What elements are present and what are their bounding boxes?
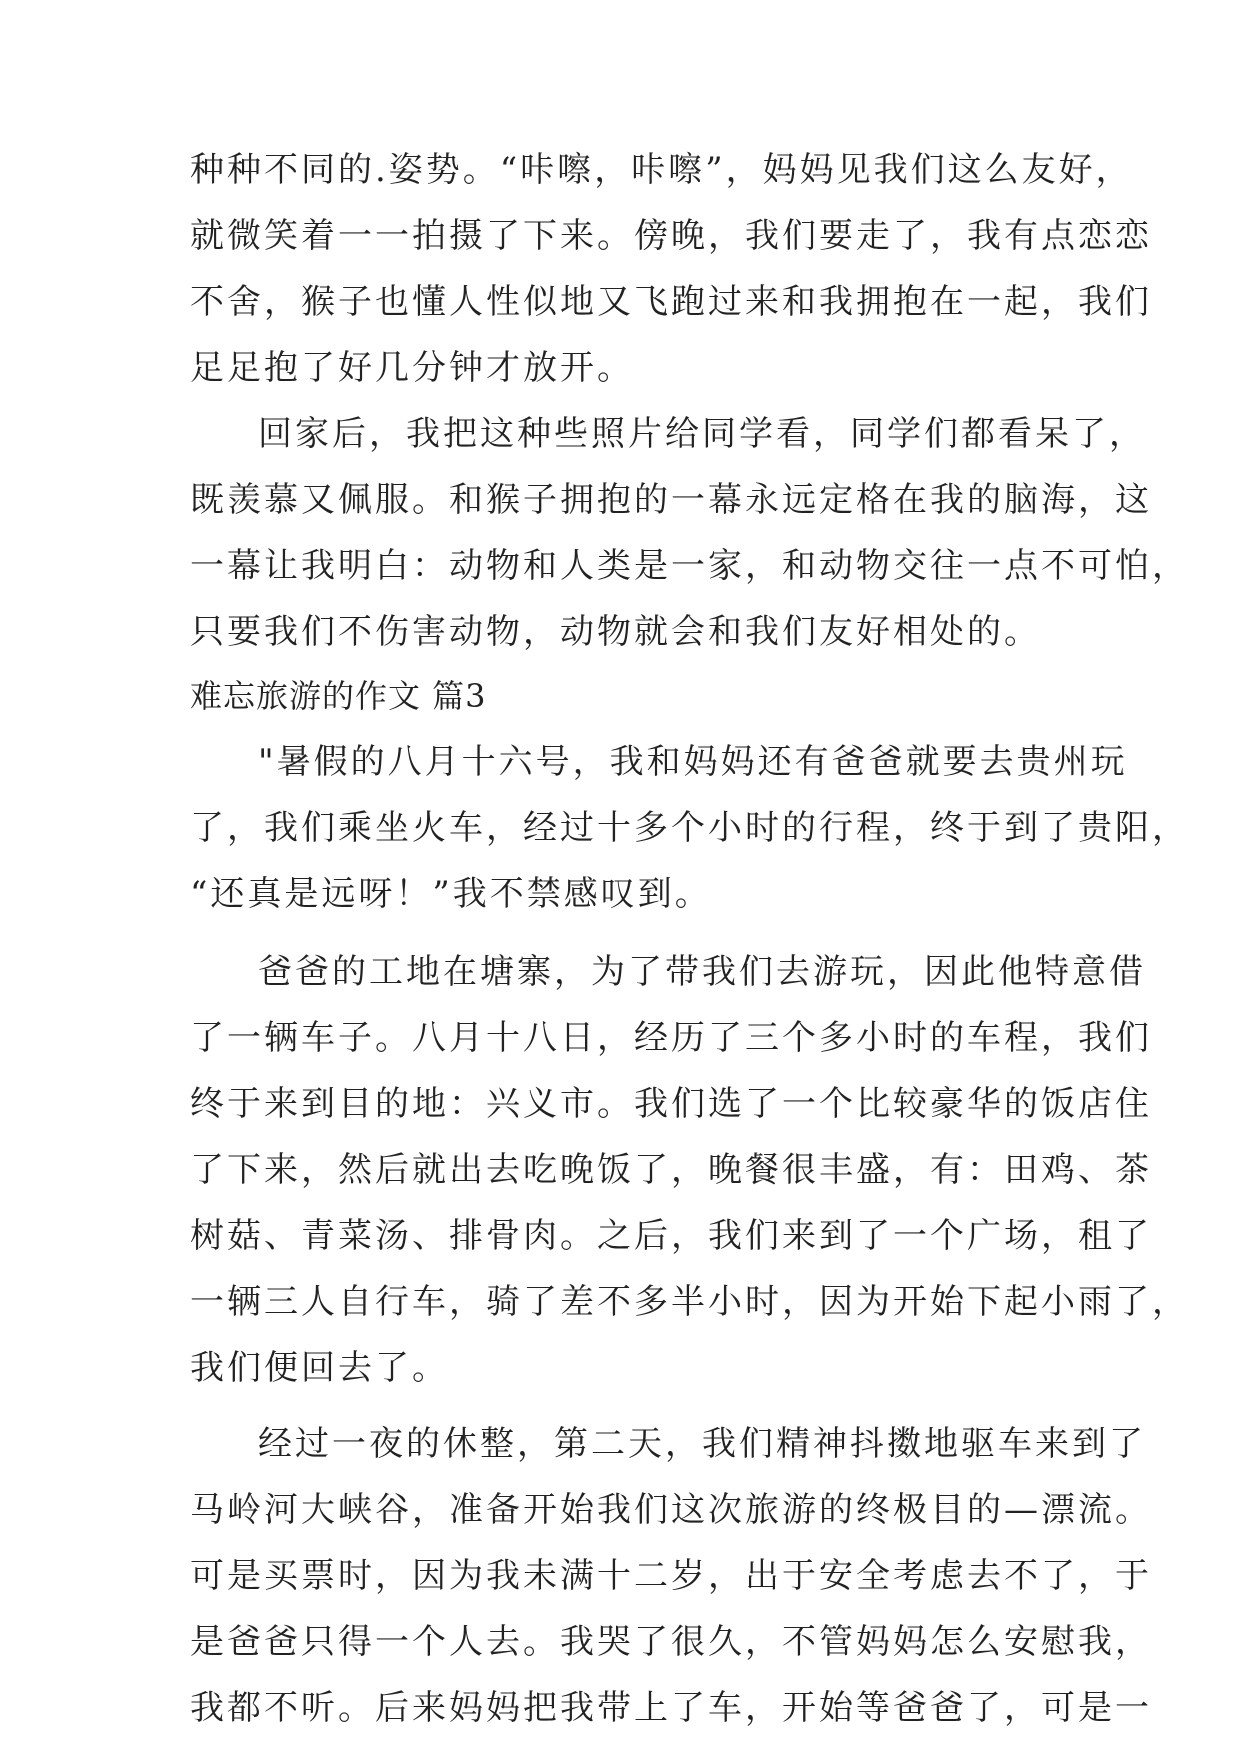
- text-line: 既羡慕又佩服。和猴子拥抱的一幕永远定格在我的脑海，这: [190, 480, 1152, 520]
- paragraph-first-line: "暑假的八月十六号，我和妈妈还有爸爸就要去贵州玩: [258, 742, 1128, 782]
- text-line: 一幕让我明白：动物和人类是一家，和动物交往一点不可怕，: [190, 546, 1189, 586]
- text-line: 了，我们乘坐火车，经过十多个小时的行程，终于到了贵阳，: [190, 808, 1189, 848]
- paragraph-first-line: 经过一夜的休整，第二天，我们精神抖擞地驱车来到了: [258, 1424, 1146, 1464]
- text-line: 足足抱了好几分钟才放开。: [190, 348, 634, 388]
- text-line: 树菇、青菜汤、排骨肉。之后，我们来到了一个广场，租了: [190, 1216, 1152, 1256]
- text-line: 一辆三人自行车，骑了差不多半小时，因为开始下起小雨了，: [190, 1282, 1189, 1322]
- paragraph-first-line: 回家后，我把这种些照片给同学看，同学们都看呆了，: [258, 414, 1146, 454]
- text-line: 不舍，猴子也懂人性似地又飞跑过来和我拥抱在一起，我们: [190, 282, 1152, 322]
- text-line: 了下来，然后就出去吃晚饭了，晚餐很丰盛，有：田鸡、茶: [190, 1150, 1152, 1190]
- text-line: 是爸爸只得一个人去。我哭了很久，不管妈妈怎么安慰我，: [190, 1622, 1152, 1662]
- text-line: 我们便回去了。: [190, 1348, 449, 1388]
- text-line: 马岭河大峡谷，准备开始我们这次旅游的终极目的—漂流。: [190, 1490, 1152, 1530]
- text-line: 种种不同的.姿势。“咔嚓，咔嚓”，妈妈见我们这么友好，: [190, 150, 1133, 190]
- section-heading: 难忘旅游的作文 篇3: [190, 677, 487, 715]
- text-line: 只要我们不伤害动物，动物就会和我们友好相处的。: [190, 612, 1041, 652]
- text-line: 可是买票时，因为我未满十二岁，出于安全考虑去不了，于: [190, 1556, 1152, 1596]
- text-line: 了一辆车子。八月十八日，经历了三个多小时的车程，我们: [190, 1018, 1152, 1058]
- text-line: “还真是远呀！”我不禁感叹到。: [190, 874, 712, 914]
- paragraph-first-line: 爸爸的工地在塘寨，为了带我们去游玩，因此他特意借: [258, 952, 1146, 992]
- text-line: 我都不听。后来妈妈把我带上了车，开始等爸爸了，可是一: [190, 1688, 1152, 1728]
- text-line: 终于来到目的地：兴义市。我们选了一个比较豪华的饭店住: [190, 1084, 1152, 1124]
- text-line: 就微笑着一一拍摄了下来。傍晚，我们要走了，我有点恋恋: [190, 216, 1152, 256]
